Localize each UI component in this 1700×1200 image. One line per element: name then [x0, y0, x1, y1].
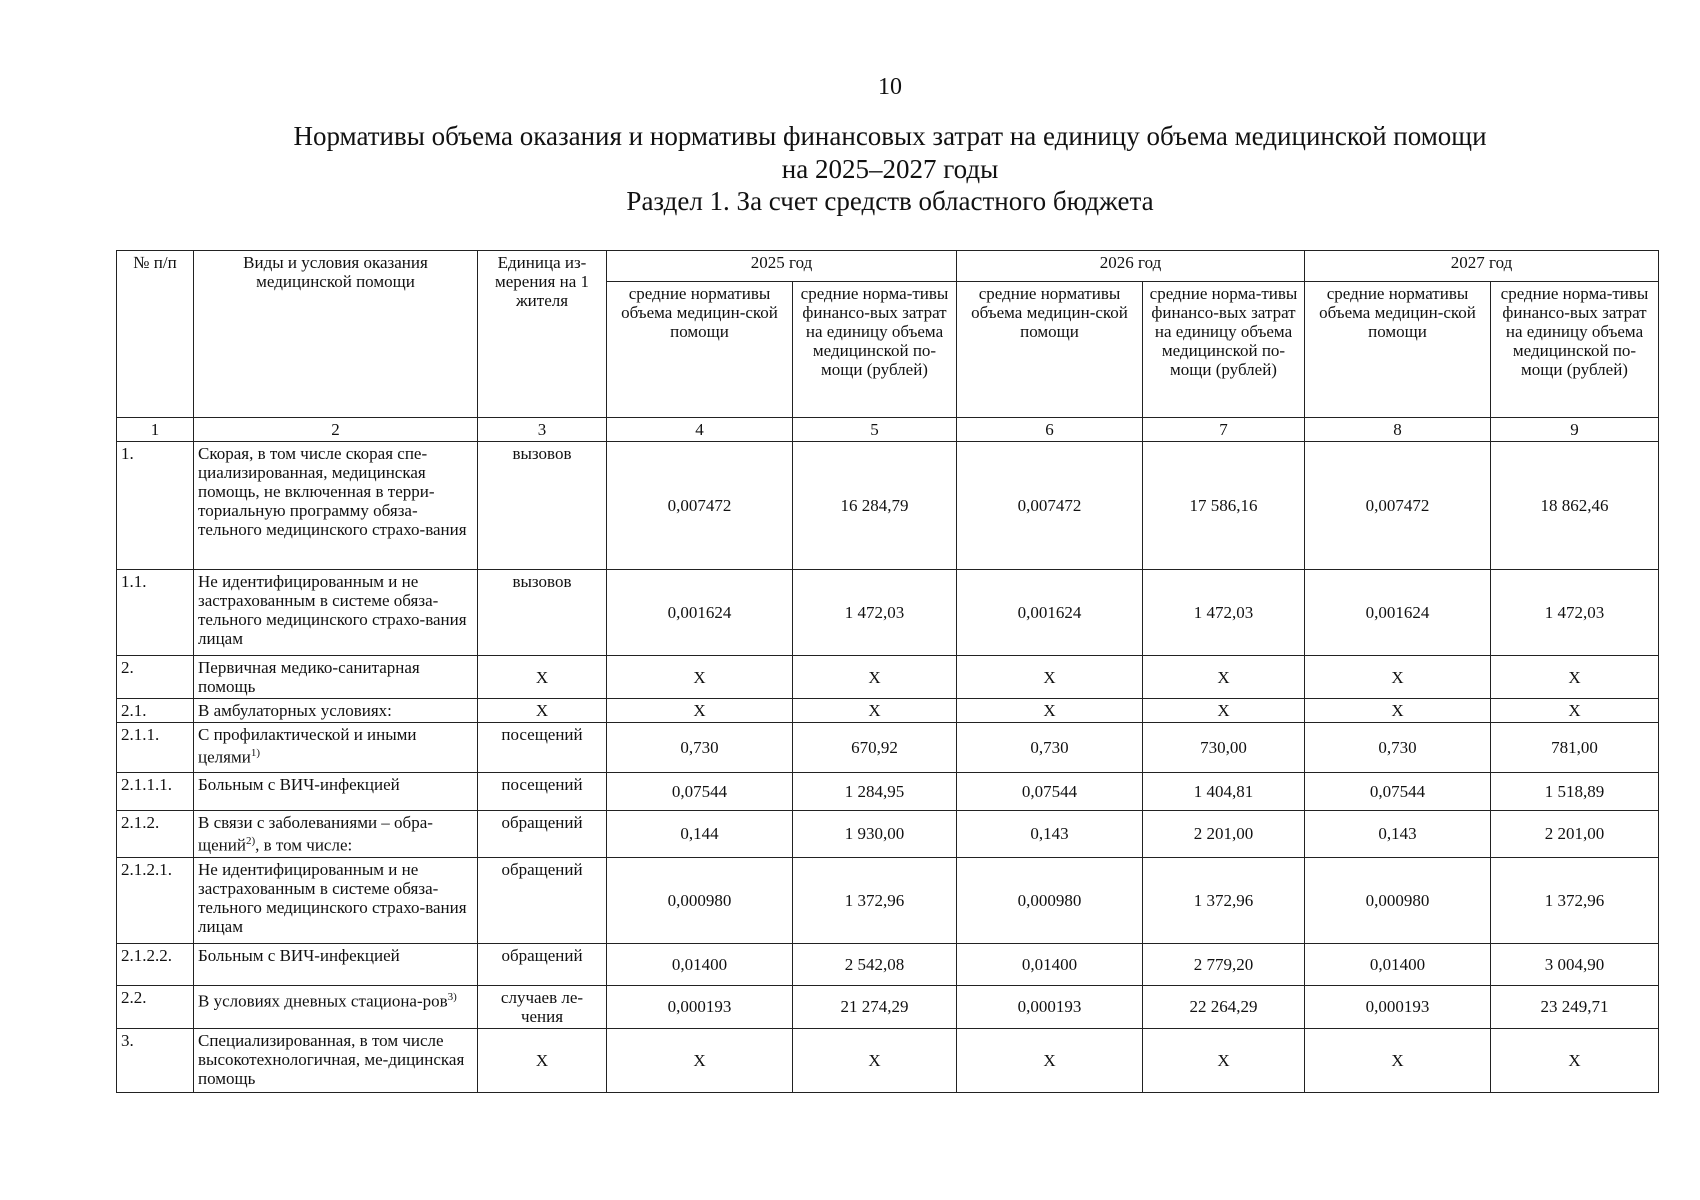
- cost-value: 1 404,81: [1143, 773, 1305, 811]
- row-name-text: Первичная медико-санитарная помощь: [198, 658, 420, 696]
- row-unit: X: [478, 699, 607, 723]
- cost-value: 23 249,71: [1491, 985, 1659, 1028]
- header-year-2026: 2026 год: [957, 251, 1305, 282]
- column-number: 6: [957, 418, 1143, 442]
- cost-value: X: [1143, 656, 1305, 699]
- row-unit: случаев ле-чения: [478, 985, 607, 1028]
- row-name: [194, 943, 478, 985]
- cost-value: 1 472,03: [1143, 570, 1305, 656]
- row-number: 2.1.2.2.: [117, 943, 194, 985]
- row-number: 2.1.2.1.: [117, 857, 194, 943]
- row-unit: обращений: [478, 943, 607, 985]
- cost-value: 730,00: [1143, 723, 1305, 773]
- page-number: 10: [878, 74, 902, 100]
- volume-value: X: [957, 1028, 1143, 1092]
- title-line-2: на 2025–2027 годы: [781, 154, 999, 184]
- row-number: 2.: [117, 656, 194, 699]
- row-number: 2.2.: [117, 985, 194, 1028]
- header-cost-2027: средние норма-тивы финансо-вых затрат на единицу объема медицинской по-мощи (рублей): [1491, 282, 1659, 418]
- header-volume-2027: средние нормативы объема медицин-ской помощи: [1305, 282, 1491, 418]
- footnote-marker: 1): [250, 747, 260, 759]
- row-unit: обращений: [478, 857, 607, 943]
- volume-value: 0,01400: [1305, 943, 1491, 985]
- cost-value: 21 274,29: [793, 985, 957, 1028]
- table-row: [117, 943, 1659, 985]
- cost-value: 18 862,46: [1491, 442, 1659, 570]
- header-row-years: [117, 251, 1659, 282]
- table-row: [117, 699, 1659, 723]
- header-year-2027: 2027 год: [1305, 251, 1659, 282]
- volume-value: X: [607, 656, 793, 699]
- norms-table: [116, 250, 1659, 1093]
- row-name: [194, 773, 478, 811]
- cost-value: 1 930,00: [793, 811, 957, 858]
- header-volume-2026: средние нормативы объема медицин-ской помощи: [957, 282, 1143, 418]
- volume-value: 0,000193: [957, 985, 1143, 1028]
- table-row: [117, 656, 1659, 699]
- row-unit: обращений: [478, 811, 607, 858]
- row-name: [194, 699, 478, 723]
- cost-value: X: [1491, 1028, 1659, 1092]
- row-number: 2.1.1.: [117, 723, 194, 773]
- volume-value: X: [607, 699, 793, 723]
- row-name: [194, 985, 478, 1028]
- table-row: [117, 985, 1659, 1028]
- volume-value: X: [1305, 656, 1491, 699]
- volume-value: 0,01400: [607, 943, 793, 985]
- cost-value: 2 542,08: [793, 943, 957, 985]
- volume-value: 0,730: [957, 723, 1143, 773]
- row-name: [194, 442, 478, 570]
- column-number: 5: [793, 418, 957, 442]
- table-row: [117, 442, 1659, 570]
- row-unit: вызовов: [478, 570, 607, 656]
- volume-value: X: [957, 656, 1143, 699]
- row-name-tail: , в том числе:: [255, 835, 353, 855]
- title-line-1: Нормативы объема оказания и нормативы финансовых затрат на единицу объема медицинской помощи: [293, 121, 1487, 151]
- cost-value: 2 201,00: [1143, 811, 1305, 858]
- volume-value: 0,07544: [1305, 773, 1491, 811]
- table-row: [117, 570, 1659, 656]
- header-unit: Единица из-мерения на 1 жителя: [478, 251, 607, 418]
- volume-value: 0,000193: [607, 985, 793, 1028]
- cost-value: 1 372,96: [1143, 857, 1305, 943]
- row-number: 3.: [117, 1028, 194, 1092]
- volume-value: X: [1305, 1028, 1491, 1092]
- row-name-text: Специализированная, в том числе высокотехнологичная, ме-дицинская помощь: [198, 1030, 465, 1088]
- cost-value: 16 284,79: [793, 442, 957, 570]
- row-name: [194, 857, 478, 943]
- row-number: 2.1.: [117, 699, 194, 723]
- row-name-text: В связи с заболеваниями – обра-щений: [198, 813, 433, 855]
- row-name-text: С профилактической и иными целями: [198, 725, 417, 767]
- row-name-text: Больным с ВИЧ-инфекцией: [198, 775, 400, 794]
- row-unit: вызовов: [478, 442, 607, 570]
- table-row: [117, 723, 1659, 773]
- cost-value: X: [1491, 656, 1659, 699]
- row-number: 2.1.2.: [117, 811, 194, 858]
- table-body: [117, 418, 1659, 1093]
- volume-value: X: [1305, 699, 1491, 723]
- column-number: 8: [1305, 418, 1491, 442]
- row-unit: посещений: [478, 723, 607, 773]
- column-number: 3: [478, 418, 607, 442]
- volume-value: 0,007472: [957, 442, 1143, 570]
- document-title: [0, 120, 1700, 186]
- volume-value: 0,007472: [1305, 442, 1491, 570]
- volume-value: 0,730: [1305, 723, 1491, 773]
- row-number: 2.1.1.1.: [117, 773, 194, 811]
- volume-value: 0,000980: [1305, 857, 1491, 943]
- cost-value: X: [793, 1028, 957, 1092]
- row-name-text: Не идентифицированным и не застрахованным в системе обяза-тельного медицинского страхо-вания лицам: [198, 572, 467, 648]
- cost-value: 670,92: [793, 723, 957, 773]
- table-row: [117, 773, 1659, 811]
- row-name-text: Скорая, в том числе скорая спе-циализированная, медицинская помощь, не включенная в терри-ториальную программу обяза-тельного медицинского страхо-вания: [198, 444, 467, 539]
- header-type: Виды и условия оказания медицинской помощи: [194, 251, 478, 418]
- volume-value: 0,001624: [1305, 570, 1491, 656]
- table-row: [117, 1028, 1659, 1092]
- row-name-text: В условиях дневных стациона-ров: [198, 991, 448, 1011]
- volume-value: 0,000193: [1305, 985, 1491, 1028]
- cost-value: 1 372,96: [793, 857, 957, 943]
- row-unit: X: [478, 656, 607, 699]
- row-name: [194, 656, 478, 699]
- column-number: 1: [117, 418, 194, 442]
- cost-value: 1 472,03: [793, 570, 957, 656]
- volume-value: 0,143: [1305, 811, 1491, 858]
- volume-value: 0,007472: [607, 442, 793, 570]
- header-cost-2026: средние норма-тивы финансо-вых затрат на единицу объема медицинской по-мощи (рублей): [1143, 282, 1305, 418]
- volume-value: 0,144: [607, 811, 793, 858]
- cost-value: X: [1143, 699, 1305, 723]
- table-row: [117, 857, 1659, 943]
- row-name-text: В амбулаторных условиях:: [198, 701, 392, 720]
- row-number: 1.1.: [117, 570, 194, 656]
- footnote-marker: 2): [245, 835, 256, 847]
- column-number: 7: [1143, 418, 1305, 442]
- volume-value: 0,07544: [607, 773, 793, 811]
- volume-value: 0,07544: [957, 773, 1143, 811]
- volume-value: 0,143: [957, 811, 1143, 858]
- volume-value: X: [607, 1028, 793, 1092]
- volume-value: 0,730: [607, 723, 793, 773]
- volume-value: 0,01400: [957, 943, 1143, 985]
- cost-value: 1 284,95: [793, 773, 957, 811]
- row-unit: посещений: [478, 773, 607, 811]
- footnote-marker: 3): [447, 990, 457, 1003]
- cost-value: 1 518,89: [1491, 773, 1659, 811]
- header-no: № п/п: [117, 251, 194, 418]
- cost-value: 1 472,03: [1491, 570, 1659, 656]
- section-title: Раздел 1. За счет средств областного бюджета: [626, 186, 1154, 216]
- volume-value: X: [957, 699, 1143, 723]
- header-volume-2025: средние нормативы объема медицин-ской помощи: [607, 282, 793, 418]
- cost-value: X: [793, 656, 957, 699]
- cost-value: 2 779,20: [1143, 943, 1305, 985]
- cost-value: X: [1491, 699, 1659, 723]
- volume-value: 0,001624: [607, 570, 793, 656]
- cost-value: 1 372,96: [1491, 857, 1659, 943]
- column-number: 4: [607, 418, 793, 442]
- row-name-text: Больным с ВИЧ-инфекцией: [198, 945, 400, 965]
- cost-value: 781,00: [1491, 723, 1659, 773]
- column-number: 9: [1491, 418, 1659, 442]
- row-name-text: Не идентифицированным и не застрахованным в системе обяза-тельного медицинского страхо-вания лицам: [198, 859, 467, 936]
- cost-value: 3 004,90: [1491, 943, 1659, 985]
- row-name: [194, 570, 478, 656]
- volume-value: 0,001624: [957, 570, 1143, 656]
- volume-value: 0,000980: [957, 857, 1143, 943]
- cost-value: X: [1143, 1028, 1305, 1092]
- cost-value: X: [793, 699, 957, 723]
- row-name: [194, 811, 478, 858]
- cost-value: 2 201,00: [1491, 811, 1659, 858]
- header-cost-2025: средние норма-тивы финансо-вых затрат на единицу объема медицинской по-мощи (рублей): [793, 282, 957, 418]
- table-row: [117, 811, 1659, 858]
- cost-value: 22 264,29: [1143, 985, 1305, 1028]
- header-year-2025: 2025 год: [607, 251, 957, 282]
- column-numbers-row: [117, 418, 1659, 442]
- row-unit: X: [478, 1028, 607, 1092]
- row-number: 1.: [117, 442, 194, 570]
- volume-value: 0,000980: [607, 857, 793, 943]
- cost-value: 17 586,16: [1143, 442, 1305, 570]
- row-name: [194, 723, 478, 773]
- column-number: 2: [194, 418, 478, 442]
- row-name: [194, 1028, 478, 1092]
